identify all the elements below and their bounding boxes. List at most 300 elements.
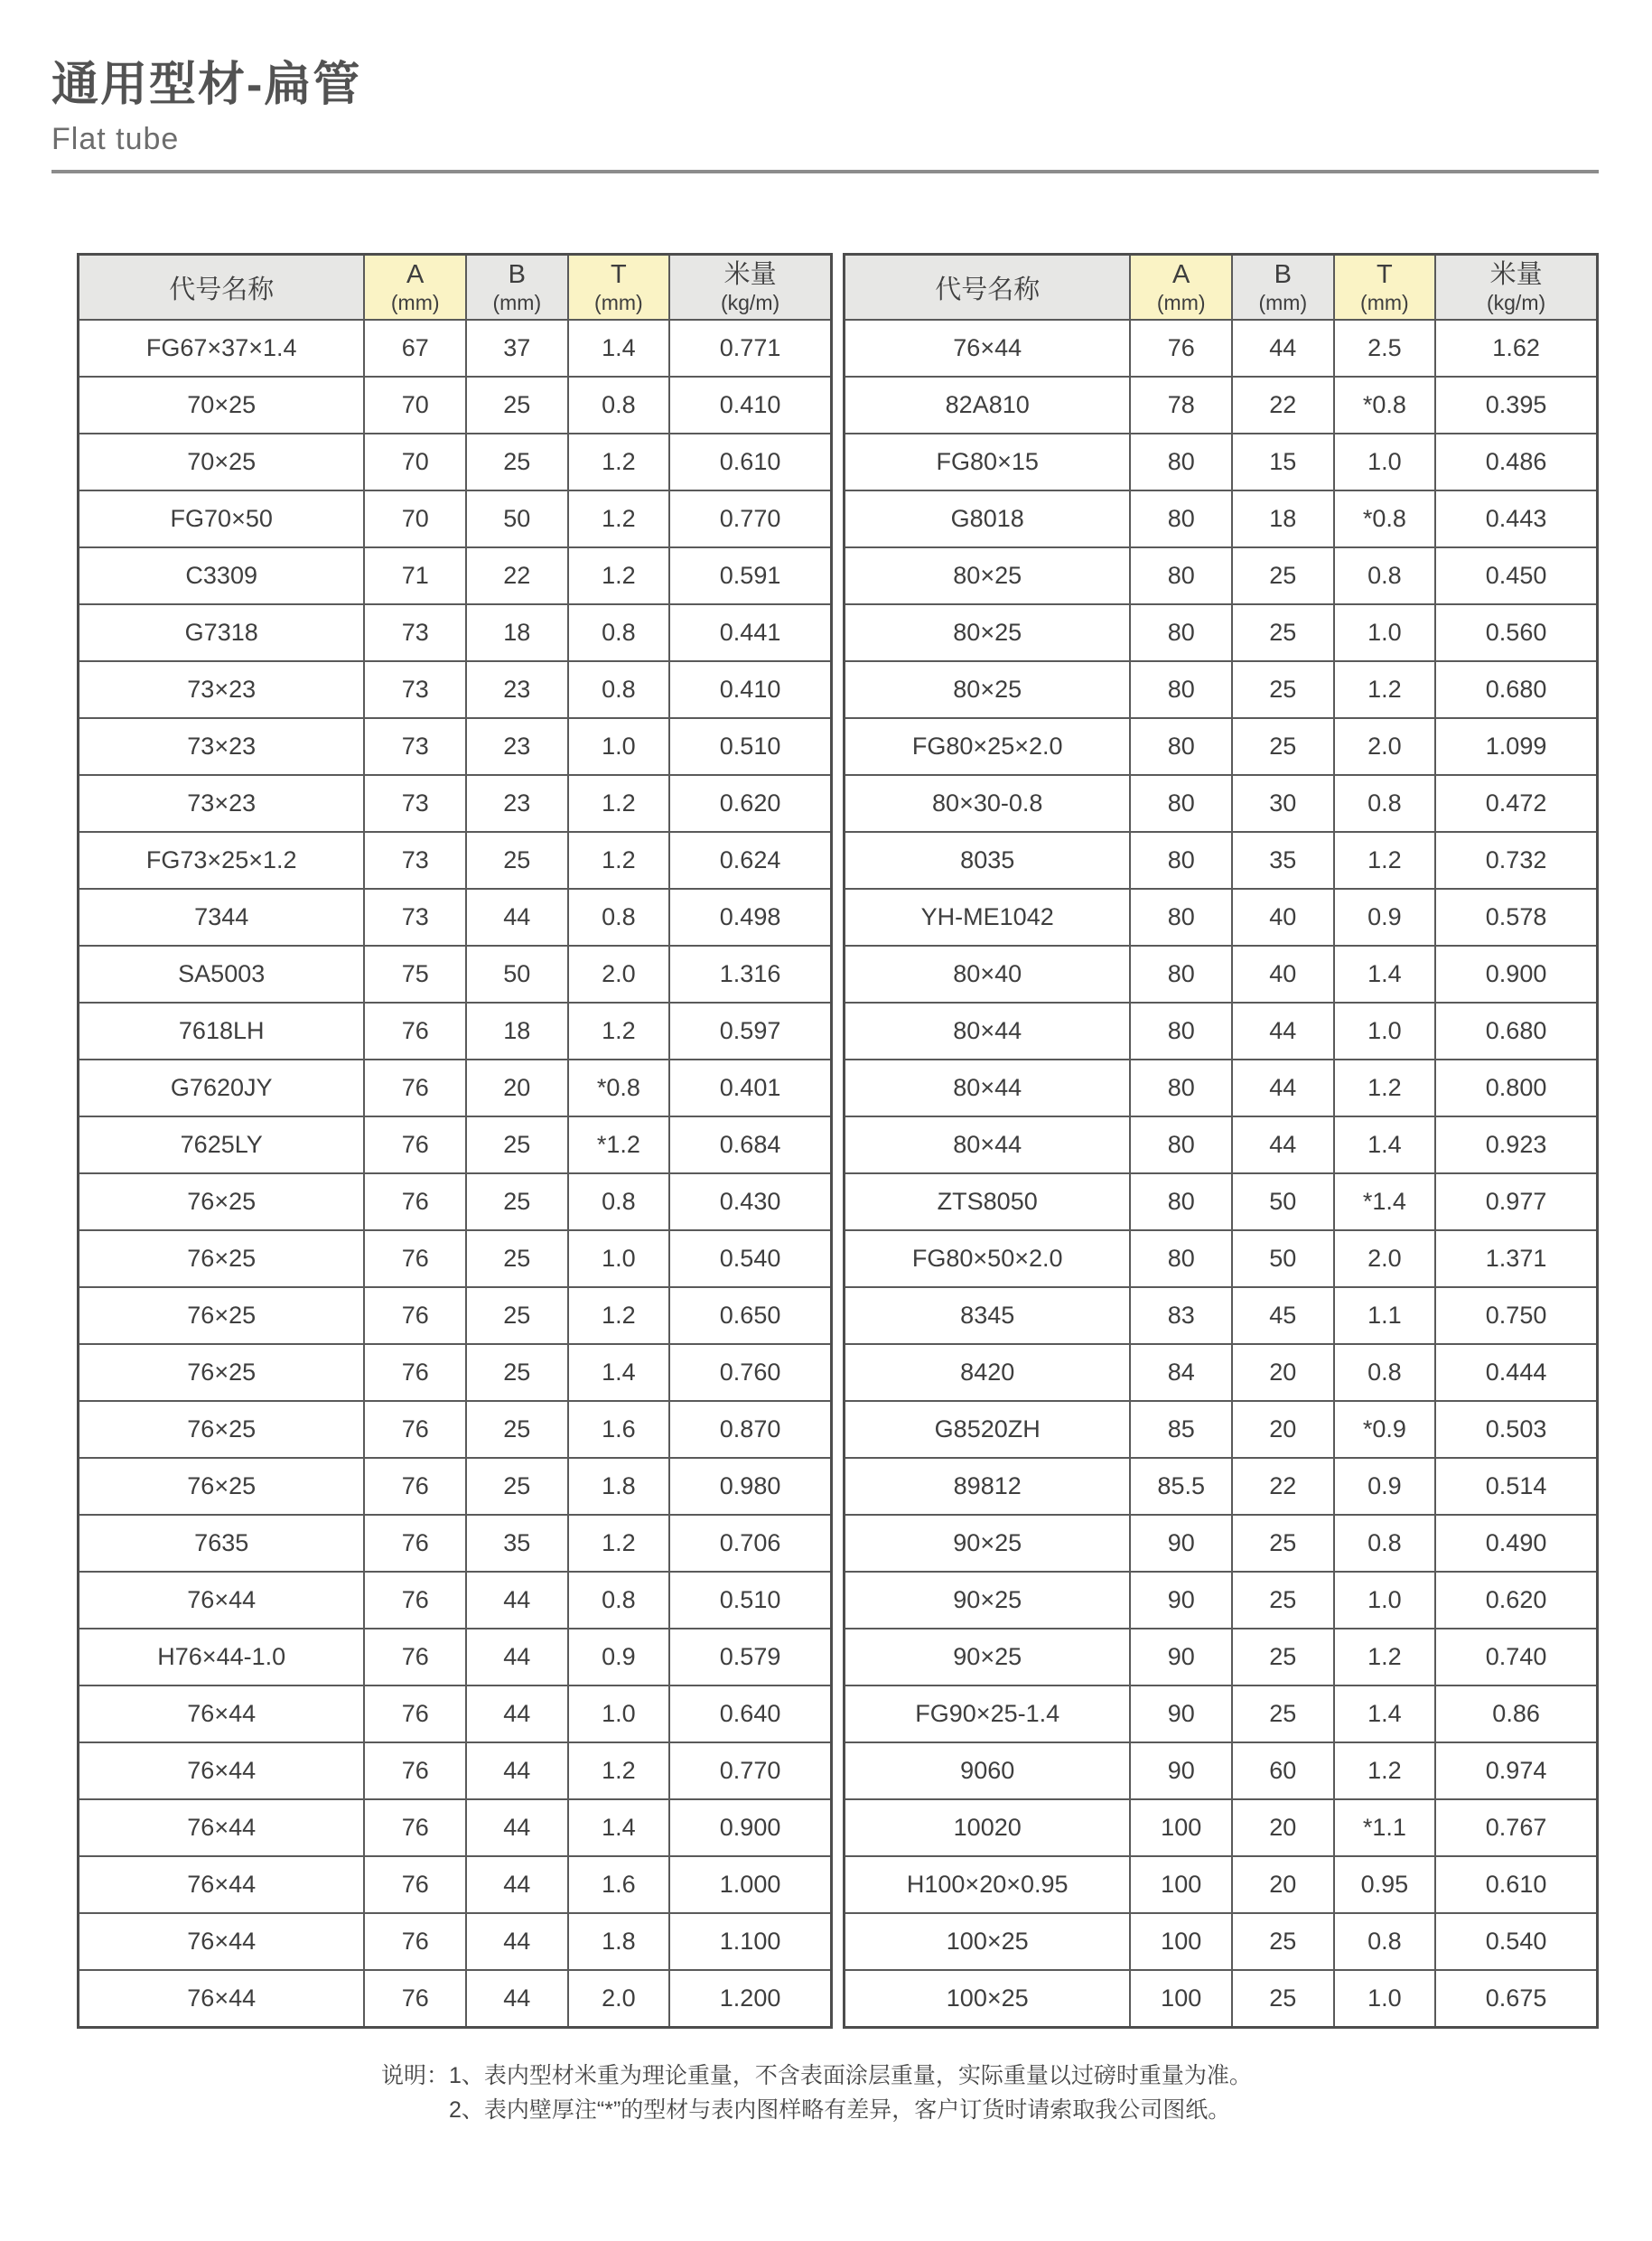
table-row xyxy=(845,832,1598,889)
note-line-2: 2、表内壁厚注“*”的型材与表内图样略有差异，客户订货时请索取我公司图纸。 xyxy=(449,2096,1231,2123)
cell-t-value: 2.5 xyxy=(1334,320,1436,377)
cell-t-value: 1.2 xyxy=(1334,1742,1436,1799)
cell-a-value: 80 xyxy=(1130,547,1232,604)
col-header-meter-weight xyxy=(669,255,831,321)
cell-t-value: 1.2 xyxy=(568,832,670,889)
cell-a-value: 80 xyxy=(1130,1230,1232,1287)
title-divider xyxy=(51,170,1599,173)
header-row xyxy=(79,255,832,321)
cell-code-name: 76×44 xyxy=(845,320,1131,377)
cell-b-value: 44 xyxy=(1232,1116,1334,1173)
cell-b-value: 23 xyxy=(466,661,568,718)
table-row xyxy=(845,1629,1598,1685)
table-row xyxy=(79,1116,832,1173)
cell-meter-weight: 0.510 xyxy=(669,1572,831,1629)
cell-b-value: 44 xyxy=(466,1685,568,1742)
cell-code-name: 7635 xyxy=(79,1515,365,1572)
col-header-code-label: 代号名称 xyxy=(169,275,275,304)
cell-a-value: 76 xyxy=(364,1685,466,1742)
cell-b-value: 25 xyxy=(466,1287,568,1344)
cell-t-value: 1.0 xyxy=(1334,434,1436,490)
cell-code-name: 80×30-0.8 xyxy=(845,775,1131,832)
cell-meter-weight: 1.000 xyxy=(669,1856,831,1913)
cell-t-value: 1.0 xyxy=(1334,1970,1436,2028)
cell-meter-weight: 0.675 xyxy=(1435,1970,1597,2028)
cell-meter-weight: 0.610 xyxy=(669,434,831,490)
cell-meter-weight: 0.732 xyxy=(1435,832,1597,889)
cell-b-value: 20 xyxy=(1232,1401,1334,1458)
cell-code-name: 76×44 xyxy=(79,1742,365,1799)
cell-t-value: 1.0 xyxy=(568,1230,670,1287)
cell-code-name: 76×25 xyxy=(79,1401,365,1458)
cell-a-value: 76 xyxy=(364,1344,466,1401)
cell-code-name: 8035 xyxy=(845,832,1131,889)
cell-a-value: 76 xyxy=(364,1287,466,1344)
cell-t-value: 0.95 xyxy=(1334,1856,1436,1913)
cell-meter-weight: 0.650 xyxy=(669,1287,831,1344)
cell-a-value: 80 xyxy=(1130,775,1232,832)
cell-a-value: 70 xyxy=(364,434,466,490)
cell-a-value: 78 xyxy=(1130,377,1232,434)
spec-table-left xyxy=(77,253,833,2029)
cell-meter-weight: 1.099 xyxy=(1435,718,1597,775)
cell-a-value: 70 xyxy=(364,490,466,547)
cell-meter-weight: 0.900 xyxy=(669,1799,831,1856)
table-row xyxy=(845,661,1598,718)
cell-t-value: 2.0 xyxy=(1334,1230,1436,1287)
cell-b-value: 44 xyxy=(466,889,568,946)
cell-t-value: 1.4 xyxy=(1334,1685,1436,1742)
col-header-meter-label: 米量 xyxy=(723,260,777,290)
cell-a-value: 85 xyxy=(1130,1401,1232,1458)
cell-code-name: 80×40 xyxy=(845,946,1131,1003)
cell-meter-weight: 0.977 xyxy=(1435,1173,1597,1230)
cell-meter-weight: 0.86 xyxy=(1435,1685,1597,1742)
cell-b-value: 15 xyxy=(1232,434,1334,490)
cell-code-name: 9060 xyxy=(845,1742,1131,1799)
cell-b-value: 25 xyxy=(466,1230,568,1287)
table-row xyxy=(79,377,832,434)
cell-code-name: 76×25 xyxy=(79,1287,365,1344)
cell-code-name: 80×25 xyxy=(845,547,1131,604)
cell-t-value: 0.8 xyxy=(1334,1344,1436,1401)
cell-t-value: 1.4 xyxy=(1334,946,1436,1003)
table-row xyxy=(79,832,832,889)
cell-a-value: 76 xyxy=(364,1003,466,1060)
cell-meter-weight: 0.490 xyxy=(1435,1515,1597,1572)
cell-meter-weight: 0.900 xyxy=(1435,946,1597,1003)
cell-a-value: 85.5 xyxy=(1130,1458,1232,1515)
cell-code-name: YH-ME1042 xyxy=(845,889,1131,946)
table-row xyxy=(79,1344,832,1401)
cell-b-value: 44 xyxy=(466,1629,568,1685)
cell-meter-weight: 0.510 xyxy=(669,718,831,775)
cell-b-value: 44 xyxy=(466,1572,568,1629)
col-header-a xyxy=(364,255,466,321)
cell-t-value: 1.4 xyxy=(568,1344,670,1401)
cell-a-value: 76 xyxy=(1130,320,1232,377)
table-row xyxy=(79,490,832,547)
table-row xyxy=(845,1116,1598,1173)
cell-a-value: 100 xyxy=(1130,1856,1232,1913)
cell-code-name: 7618LH xyxy=(79,1003,365,1060)
table-row xyxy=(845,1458,1598,1515)
table-row xyxy=(845,889,1598,946)
page-title: 通用型材-扁管 xyxy=(51,59,362,111)
cell-a-value: 71 xyxy=(364,547,466,604)
col-header-a xyxy=(1130,255,1232,321)
cell-a-value: 73 xyxy=(364,604,466,661)
cell-b-value: 35 xyxy=(466,1515,568,1572)
cell-code-name: 90×25 xyxy=(845,1515,1131,1572)
cell-meter-weight: 0.395 xyxy=(1435,377,1597,434)
cell-t-value: 1.2 xyxy=(568,1003,670,1060)
cell-t-value: 0.8 xyxy=(568,604,670,661)
cell-meter-weight: 0.770 xyxy=(669,1742,831,1799)
cell-b-value: 25 xyxy=(1232,1913,1334,1970)
cell-a-value: 73 xyxy=(364,889,466,946)
cell-code-name: 80×25 xyxy=(845,604,1131,661)
cell-a-value: 80 xyxy=(1130,434,1232,490)
col-header-meter-unit: (kg/m) xyxy=(720,291,780,315)
cell-meter-weight: 0.540 xyxy=(1435,1913,1597,1970)
table-body-left xyxy=(79,320,832,2028)
cell-code-name: 76×25 xyxy=(79,1230,365,1287)
cell-a-value: 100 xyxy=(1130,1970,1232,2028)
table-row xyxy=(79,1173,832,1230)
cell-meter-weight: 0.450 xyxy=(1435,547,1597,604)
cell-t-value: 0.8 xyxy=(568,661,670,718)
table-row xyxy=(845,1401,1598,1458)
cell-code-name: 70×25 xyxy=(79,434,365,490)
col-header-code-label: 代号名称 xyxy=(935,275,1041,304)
cell-meter-weight: 1.62 xyxy=(1435,320,1597,377)
table-row xyxy=(79,1401,832,1458)
table-row xyxy=(845,1913,1598,1970)
col-header-t-label: T xyxy=(1377,260,1393,290)
spec-table-right xyxy=(843,253,1599,2029)
cell-code-name: 76×44 xyxy=(79,1572,365,1629)
cell-a-value: 90 xyxy=(1130,1629,1232,1685)
cell-a-value: 80 xyxy=(1130,490,1232,547)
cell-meter-weight: 1.316 xyxy=(669,946,831,1003)
cell-meter-weight: 0.974 xyxy=(1435,1742,1597,1799)
cell-t-value: 2.0 xyxy=(1334,718,1436,775)
cell-t-value: 1.6 xyxy=(568,1856,670,1913)
table-row xyxy=(79,1287,832,1344)
cell-meter-weight: 0.684 xyxy=(669,1116,831,1173)
notes-label: 说明： xyxy=(381,2063,450,2089)
table-row xyxy=(79,1060,832,1116)
cell-code-name: G8018 xyxy=(845,490,1131,547)
cell-b-value: 25 xyxy=(1232,604,1334,661)
cell-code-name: H100×20×0.95 xyxy=(845,1856,1131,1913)
cell-t-value: 1.2 xyxy=(1334,661,1436,718)
cell-meter-weight: 0.624 xyxy=(669,832,831,889)
col-header-b-label: B xyxy=(1274,260,1292,290)
cell-meter-weight: 1.371 xyxy=(1435,1230,1597,1287)
cell-b-value: 23 xyxy=(466,775,568,832)
cell-t-value: 0.8 xyxy=(1334,1913,1436,1970)
cell-meter-weight: 0.767 xyxy=(1435,1799,1597,1856)
cell-t-value: 1.2 xyxy=(1334,1060,1436,1116)
cell-t-value: 0.8 xyxy=(1334,775,1436,832)
cell-b-value: 18 xyxy=(1232,490,1334,547)
cell-code-name: 80×44 xyxy=(845,1060,1131,1116)
cell-b-value: 35 xyxy=(1232,832,1334,889)
cell-meter-weight: 0.444 xyxy=(1435,1344,1597,1401)
cell-b-value: 22 xyxy=(1232,377,1334,434)
table-row xyxy=(79,1970,832,2028)
cell-meter-weight: 0.578 xyxy=(1435,889,1597,946)
cell-b-value: 44 xyxy=(466,1799,568,1856)
table-row xyxy=(845,604,1598,661)
cell-t-value: *1.4 xyxy=(1334,1173,1436,1230)
cell-t-value: *1.2 xyxy=(568,1116,670,1173)
cell-a-value: 80 xyxy=(1130,604,1232,661)
table-head-left xyxy=(79,255,832,321)
table-row xyxy=(845,1799,1598,1856)
cell-b-value: 44 xyxy=(466,1970,568,2028)
col-header-meter-unit: (kg/m) xyxy=(1486,291,1546,315)
cell-t-value: 1.0 xyxy=(1334,604,1436,661)
table-row xyxy=(845,434,1598,490)
cell-t-value: 2.0 xyxy=(568,1970,670,2028)
cell-a-value: 90 xyxy=(1130,1685,1232,1742)
cell-meter-weight: 0.771 xyxy=(669,320,831,377)
table-row xyxy=(79,1458,832,1515)
cell-meter-weight: 0.514 xyxy=(1435,1458,1597,1515)
cell-code-name: 76×25 xyxy=(79,1344,365,1401)
cell-code-name: 80×25 xyxy=(845,661,1131,718)
cell-t-value: *0.8 xyxy=(568,1060,670,1116)
cell-a-value: 76 xyxy=(364,1970,466,2028)
cell-meter-weight: 0.980 xyxy=(669,1458,831,1515)
table-row xyxy=(79,604,832,661)
cell-meter-weight: 0.620 xyxy=(1435,1572,1597,1629)
table-row xyxy=(79,661,832,718)
cell-t-value: 1.2 xyxy=(568,775,670,832)
table-row xyxy=(79,1629,832,1685)
cell-t-value: 1.0 xyxy=(1334,1572,1436,1629)
table-row xyxy=(79,889,832,946)
cell-b-value: 37 xyxy=(466,320,568,377)
table-row xyxy=(845,1060,1598,1116)
cell-t-value: 1.8 xyxy=(568,1458,670,1515)
cell-code-name: 8420 xyxy=(845,1344,1131,1401)
cell-a-value: 90 xyxy=(1130,1572,1232,1629)
cell-a-value: 73 xyxy=(364,661,466,718)
cell-code-name: FG70×50 xyxy=(79,490,365,547)
cell-a-value: 76 xyxy=(364,1401,466,1458)
cell-meter-weight: 0.472 xyxy=(1435,775,1597,832)
cell-code-name: 73×23 xyxy=(79,661,365,718)
note-line-1: 1、表内型材米重为理论重量，不含表面涂层重量，实际重量以过磅时重量为准。 xyxy=(449,2063,1252,2089)
cell-b-value: 44 xyxy=(1232,1003,1334,1060)
cell-b-value: 25 xyxy=(1232,1515,1334,1572)
cell-code-name: 10020 xyxy=(845,1799,1131,1856)
col-header-b-label: B xyxy=(508,260,526,290)
cell-t-value: 1.1 xyxy=(1334,1287,1436,1344)
cell-t-value: *1.1 xyxy=(1334,1799,1436,1856)
cell-t-value: 0.8 xyxy=(1334,547,1436,604)
cell-a-value: 67 xyxy=(364,320,466,377)
cell-t-value: *0.9 xyxy=(1334,1401,1436,1458)
cell-t-value: 1.0 xyxy=(1334,1003,1436,1060)
cell-code-name: SA5003 xyxy=(79,946,365,1003)
cell-b-value: 60 xyxy=(1232,1742,1334,1799)
cell-t-value: 0.9 xyxy=(1334,889,1436,946)
table-row xyxy=(845,1970,1598,2028)
cell-b-value: 20 xyxy=(1232,1856,1334,1913)
cell-code-name: 76×25 xyxy=(79,1458,365,1515)
cell-code-name: 76×44 xyxy=(79,1970,365,2028)
cell-b-value: 50 xyxy=(466,946,568,1003)
col-header-code-name xyxy=(79,255,365,321)
table-row xyxy=(79,718,832,775)
col-header-meter-label: 米量 xyxy=(1489,260,1543,290)
cell-a-value: 76 xyxy=(364,1799,466,1856)
cell-meter-weight: 0.800 xyxy=(1435,1060,1597,1116)
cell-b-value: 25 xyxy=(1232,547,1334,604)
cell-code-name: 70×25 xyxy=(79,377,365,434)
table-head-right xyxy=(845,255,1598,321)
cell-code-name: ZTS8050 xyxy=(845,1173,1131,1230)
cell-code-name: 100×25 xyxy=(845,1970,1131,2028)
col-header-t xyxy=(1334,255,1436,321)
cell-b-value: 25 xyxy=(466,1344,568,1401)
col-header-t-label: T xyxy=(611,260,627,290)
col-header-t xyxy=(568,255,670,321)
cell-t-value: *0.8 xyxy=(1334,490,1436,547)
col-header-a-label: A xyxy=(406,260,425,290)
cell-b-value: 25 xyxy=(466,832,568,889)
cell-meter-weight: 0.680 xyxy=(1435,661,1597,718)
cell-code-name: FG73×25×1.2 xyxy=(79,832,365,889)
table-row xyxy=(845,775,1598,832)
cell-a-value: 80 xyxy=(1130,1173,1232,1230)
table-row xyxy=(845,320,1598,377)
cell-t-value: 1.2 xyxy=(568,1515,670,1572)
table-row xyxy=(845,946,1598,1003)
table-row xyxy=(79,1572,832,1629)
cell-a-value: 76 xyxy=(364,1856,466,1913)
cell-code-name: 76×25 xyxy=(79,1173,365,1230)
cell-b-value: 44 xyxy=(1232,320,1334,377)
cell-b-value: 25 xyxy=(466,434,568,490)
table-row xyxy=(845,1856,1598,1913)
cell-code-name: 80×44 xyxy=(845,1003,1131,1060)
cell-code-name: FG80×50×2.0 xyxy=(845,1230,1131,1287)
cell-t-value: 0.8 xyxy=(1334,1515,1436,1572)
cell-b-value: 25 xyxy=(466,1173,568,1230)
cell-code-name: 100×25 xyxy=(845,1913,1131,1970)
cell-meter-weight: 0.640 xyxy=(669,1685,831,1742)
cell-meter-weight: 0.740 xyxy=(1435,1629,1597,1685)
table-row xyxy=(845,1230,1598,1287)
cell-a-value: 76 xyxy=(364,1572,466,1629)
cell-b-value: 25 xyxy=(1232,718,1334,775)
cell-a-value: 80 xyxy=(1130,661,1232,718)
cell-t-value: 1.2 xyxy=(568,1287,670,1344)
cell-a-value: 100 xyxy=(1130,1913,1232,1970)
cell-code-name: 90×25 xyxy=(845,1572,1131,1629)
page-subtitle: Flat tube xyxy=(51,122,180,157)
cell-meter-weight: 0.620 xyxy=(669,775,831,832)
cell-code-name: FG80×25×2.0 xyxy=(845,718,1131,775)
cell-a-value: 80 xyxy=(1130,1116,1232,1173)
cell-a-value: 75 xyxy=(364,946,466,1003)
table-row xyxy=(845,1685,1598,1742)
cell-meter-weight: 0.760 xyxy=(669,1344,831,1401)
cell-meter-weight: 0.430 xyxy=(669,1173,831,1230)
cell-b-value: 25 xyxy=(466,1116,568,1173)
cell-meter-weight: 0.680 xyxy=(1435,1003,1597,1060)
cell-t-value: 1.6 xyxy=(568,1401,670,1458)
cell-meter-weight: 0.597 xyxy=(669,1003,831,1060)
col-header-b-unit: (mm) xyxy=(1258,291,1308,315)
cell-a-value: 76 xyxy=(364,1060,466,1116)
col-header-t-unit: (mm) xyxy=(1360,291,1409,315)
table-row xyxy=(845,1572,1598,1629)
col-header-meter-weight xyxy=(1435,255,1597,321)
cell-t-value: 0.9 xyxy=(1334,1458,1436,1515)
cell-meter-weight: 0.591 xyxy=(669,547,831,604)
cell-meter-weight: 0.770 xyxy=(669,490,831,547)
cell-code-name: 73×23 xyxy=(79,718,365,775)
table-row xyxy=(845,490,1598,547)
table-row xyxy=(845,1742,1598,1799)
table-row xyxy=(845,1515,1598,1572)
notes xyxy=(381,2059,1599,2127)
cell-b-value: 40 xyxy=(1232,946,1334,1003)
table-row xyxy=(79,1515,832,1572)
cell-meter-weight: 0.486 xyxy=(1435,434,1597,490)
cell-b-value: 20 xyxy=(1232,1344,1334,1401)
cell-a-value: 73 xyxy=(364,832,466,889)
cell-code-name: FG67×37×1.4 xyxy=(79,320,365,377)
cell-b-value: 44 xyxy=(1232,1060,1334,1116)
col-header-b xyxy=(1232,255,1334,321)
spec-tables xyxy=(77,253,1599,2029)
cell-t-value: 0.8 xyxy=(568,889,670,946)
cell-b-value: 18 xyxy=(466,604,568,661)
table-row xyxy=(79,434,832,490)
cell-code-name: 76×44 xyxy=(79,1685,365,1742)
table-row xyxy=(845,547,1598,604)
cell-code-name: 8345 xyxy=(845,1287,1131,1344)
cell-b-value: 23 xyxy=(466,718,568,775)
table-row xyxy=(79,320,832,377)
cell-code-name: G7620JY xyxy=(79,1060,365,1116)
cell-meter-weight: 0.443 xyxy=(1435,490,1597,547)
cell-a-value: 76 xyxy=(364,1230,466,1287)
table-row xyxy=(845,1344,1598,1401)
cell-meter-weight: 0.503 xyxy=(1435,1401,1597,1458)
cell-t-value: 1.4 xyxy=(1334,1116,1436,1173)
table-row xyxy=(79,775,832,832)
cell-code-name: 7625LY xyxy=(79,1116,365,1173)
cell-a-value: 76 xyxy=(364,1173,466,1230)
cell-b-value: 50 xyxy=(1232,1230,1334,1287)
cell-code-name: 80×44 xyxy=(845,1116,1131,1173)
cell-t-value: 0.8 xyxy=(568,1572,670,1629)
cell-b-value: 25 xyxy=(1232,1629,1334,1685)
cell-meter-weight: 0.579 xyxy=(669,1629,831,1685)
table-row xyxy=(79,547,832,604)
cell-t-value: 1.2 xyxy=(1334,832,1436,889)
cell-t-value: 2.0 xyxy=(568,946,670,1003)
